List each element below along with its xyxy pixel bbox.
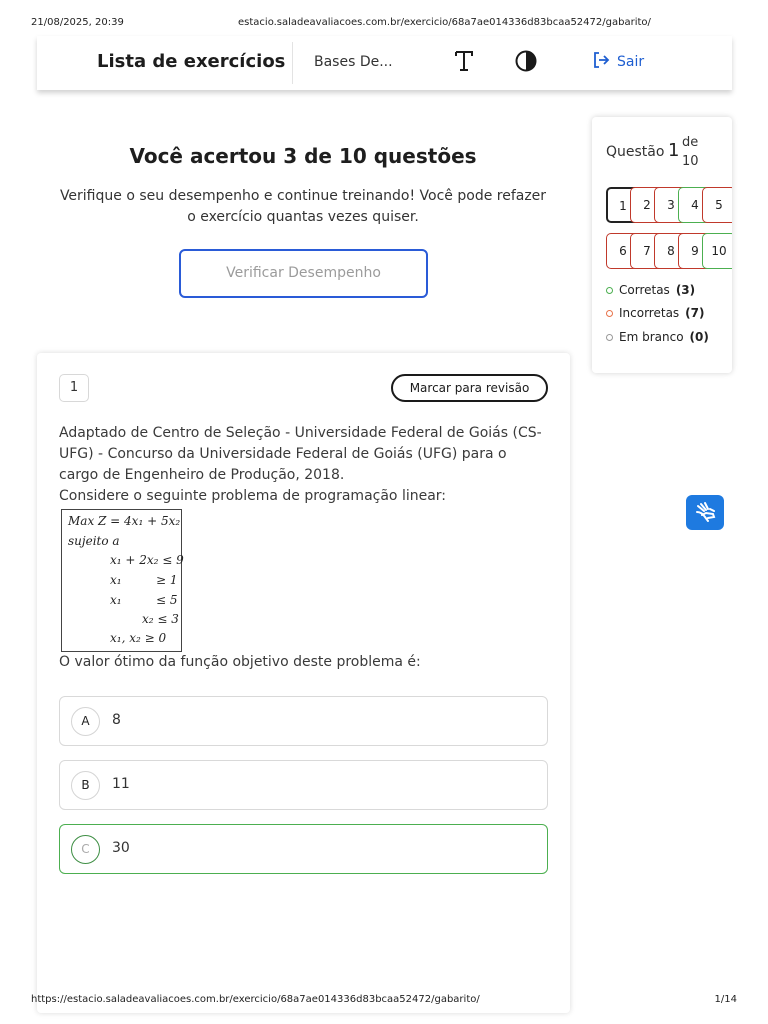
question-intro: Considere o seguinte problema de programação linear: — [59, 488, 447, 504]
option-b-text: 11 — [112, 776, 130, 792]
legend-incorrect-label: Incorretas — [619, 306, 680, 320]
legend-incorrect-count: (7) — [685, 306, 705, 320]
question-nav-4[interactable]: 4 — [678, 187, 712, 223]
logout-icon — [591, 50, 611, 74]
question-card — [37, 353, 570, 1013]
correct-dot-icon — [606, 287, 613, 294]
formula-constraint-2-rhs: ≥ 1 — [156, 573, 178, 587]
formula-nonnegativity: x₁, x₂ ≥ 0 — [110, 631, 167, 645]
option-b-letter: B — [71, 771, 100, 800]
formula-constraint-3-lhs: x₁ — [110, 593, 122, 607]
question-nav-10[interactable]: 10 — [702, 233, 732, 269]
question-nav-6[interactable]: 6 — [606, 233, 640, 269]
lp-problem-image — [61, 509, 182, 652]
legend-correct-label: Corretas — [619, 283, 670, 297]
formula-constraint-1: x₁ + 2x₂ ≤ 9 — [110, 553, 184, 567]
legend-incorrect — [606, 306, 705, 320]
question-navigator — [592, 117, 732, 373]
logout-button[interactable] — [591, 51, 644, 73]
navigator-total: de 10 — [682, 135, 699, 169]
question-nav-7[interactable]: 7 — [630, 233, 664, 269]
page-title: Lista de exercícios — [97, 51, 286, 72]
legend-blank — [606, 330, 709, 344]
navigator-label: Questão — [606, 144, 665, 160]
question-nav-3[interactable]: 3 — [654, 187, 688, 223]
blank-dot-icon — [606, 334, 613, 341]
result-subtitle: Verifique o seu desempenho e continue treinando! Você pode refazer o exercício quantas vezes quiser. — [59, 188, 547, 225]
option-c-correct[interactable] — [59, 824, 548, 874]
question-nav-1[interactable]: 1 — [606, 187, 640, 223]
question-nav-2[interactable]: 2 — [630, 187, 664, 223]
legend-correct-count: (3) — [675, 283, 696, 297]
course-name[interactable]: Bases De... — [314, 54, 393, 70]
question-number: 1 — [59, 374, 89, 402]
sign-language-hand-icon[interactable] — [686, 495, 724, 530]
option-b[interactable] — [59, 760, 548, 810]
option-a-text: 8 — [112, 712, 121, 728]
check-performance-button[interactable]: Verificar Desempenho — [179, 249, 428, 298]
question-nav-9[interactable]: 9 — [678, 233, 712, 269]
formula-subject-to: sujeito a — [68, 534, 120, 548]
option-a[interactable] — [59, 696, 548, 746]
option-c-text: 30 — [112, 840, 130, 856]
print-datetime: 21/08/2025, 20:39 — [31, 17, 124, 28]
footer-page-number: 1/14 — [714, 994, 737, 1005]
option-c-letter: C — [71, 835, 100, 864]
legend-correct — [606, 283, 695, 297]
formula-constraint-2-lhs: x₁ — [110, 573, 122, 587]
formula-objective: Max Z = 4x₁ + 5x₂ — [68, 514, 181, 528]
navigator-current: 1 — [668, 140, 680, 161]
formula-constraint-4: x₂ ≤ 3 — [142, 612, 179, 626]
option-a-letter: A — [71, 707, 100, 736]
incorrect-dot-icon — [606, 310, 613, 317]
formula-constraint-3-rhs: ≤ 5 — [156, 593, 178, 607]
mark-for-review-button[interactable]: Marcar para revisão — [391, 374, 548, 402]
nav-divider — [292, 42, 293, 84]
footer-url: https://estacio.saladeavaliacoes.com.br/exercicio/68a7ae014336d83bcaa52472/gabarito/ — [31, 994, 480, 1005]
question-nav-8[interactable]: 8 — [654, 233, 688, 269]
legend-blank-count: (0) — [689, 330, 709, 344]
result-title: Você acertou 3 de 10 questões — [129, 144, 477, 168]
question-source: Adaptado de Centro de Seleção - Universidade Federal de Goiás (CS-UFG) - Concurso da Universidade Federal de Goiás (UFG) para o cargo de Engenheiro de Produção, 2018. — [59, 425, 542, 483]
text-size-icon[interactable] — [451, 48, 477, 74]
contrast-icon[interactable] — [514, 49, 538, 73]
question-nav-5[interactable]: 5 — [702, 187, 732, 223]
logout-label: Sair — [617, 54, 645, 70]
question-text — [59, 423, 549, 507]
legend-blank-label: Em branco — [619, 330, 684, 344]
top-navbar — [37, 36, 732, 90]
question-prompt: O valor ótimo da função objetivo deste problema é: — [59, 654, 421, 670]
print-url: estacio.saladeavaliacoes.com.br/exercicio/68a7ae014336d83bcaa52472/gabarito/ — [238, 17, 651, 28]
